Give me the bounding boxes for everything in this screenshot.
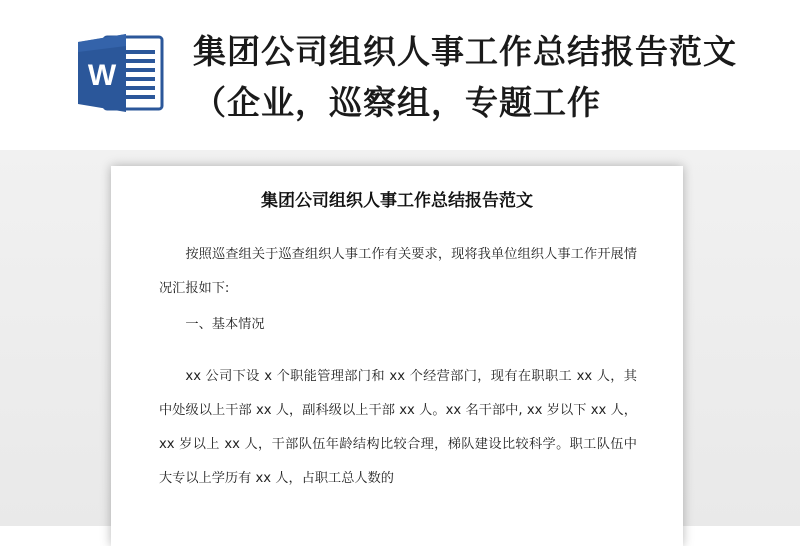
intro-paragraph: 按照巡查组关于巡查组织人事工作有关要求，现将我单位组织人事工作开展情况汇报如下: [159, 247, 637, 296]
header-banner [0, 0, 800, 150]
section-heading: 一、基本情况 [185, 317, 265, 332]
document-preview [111, 166, 683, 546]
word-icon [78, 32, 164, 114]
page-title: 集团公司组织人事工作总结报告范文（企业，巡察组，专题工作 [193, 32, 737, 122]
document-body [159, 238, 637, 496]
word-icon-letter: W [87, 59, 117, 92]
body-paragraph: xx 公司下设 x 个职能管理部门和 xx 个经营部门，现有在职职工 xx 人，其中处级以上干部 xx 人，副科级以上干部 xx 人。xx 名干部中, xx 岁以下 xx 人，xx 岁以上 xx 人，干部队伍年龄结构比较合理，梯队建设比较科学。职工队伍中大专以上学历有 xx 人，占职工总人数的 [159, 369, 637, 486]
document-title: 集团公司组织人事工作总结报告范文 [261, 191, 533, 211]
